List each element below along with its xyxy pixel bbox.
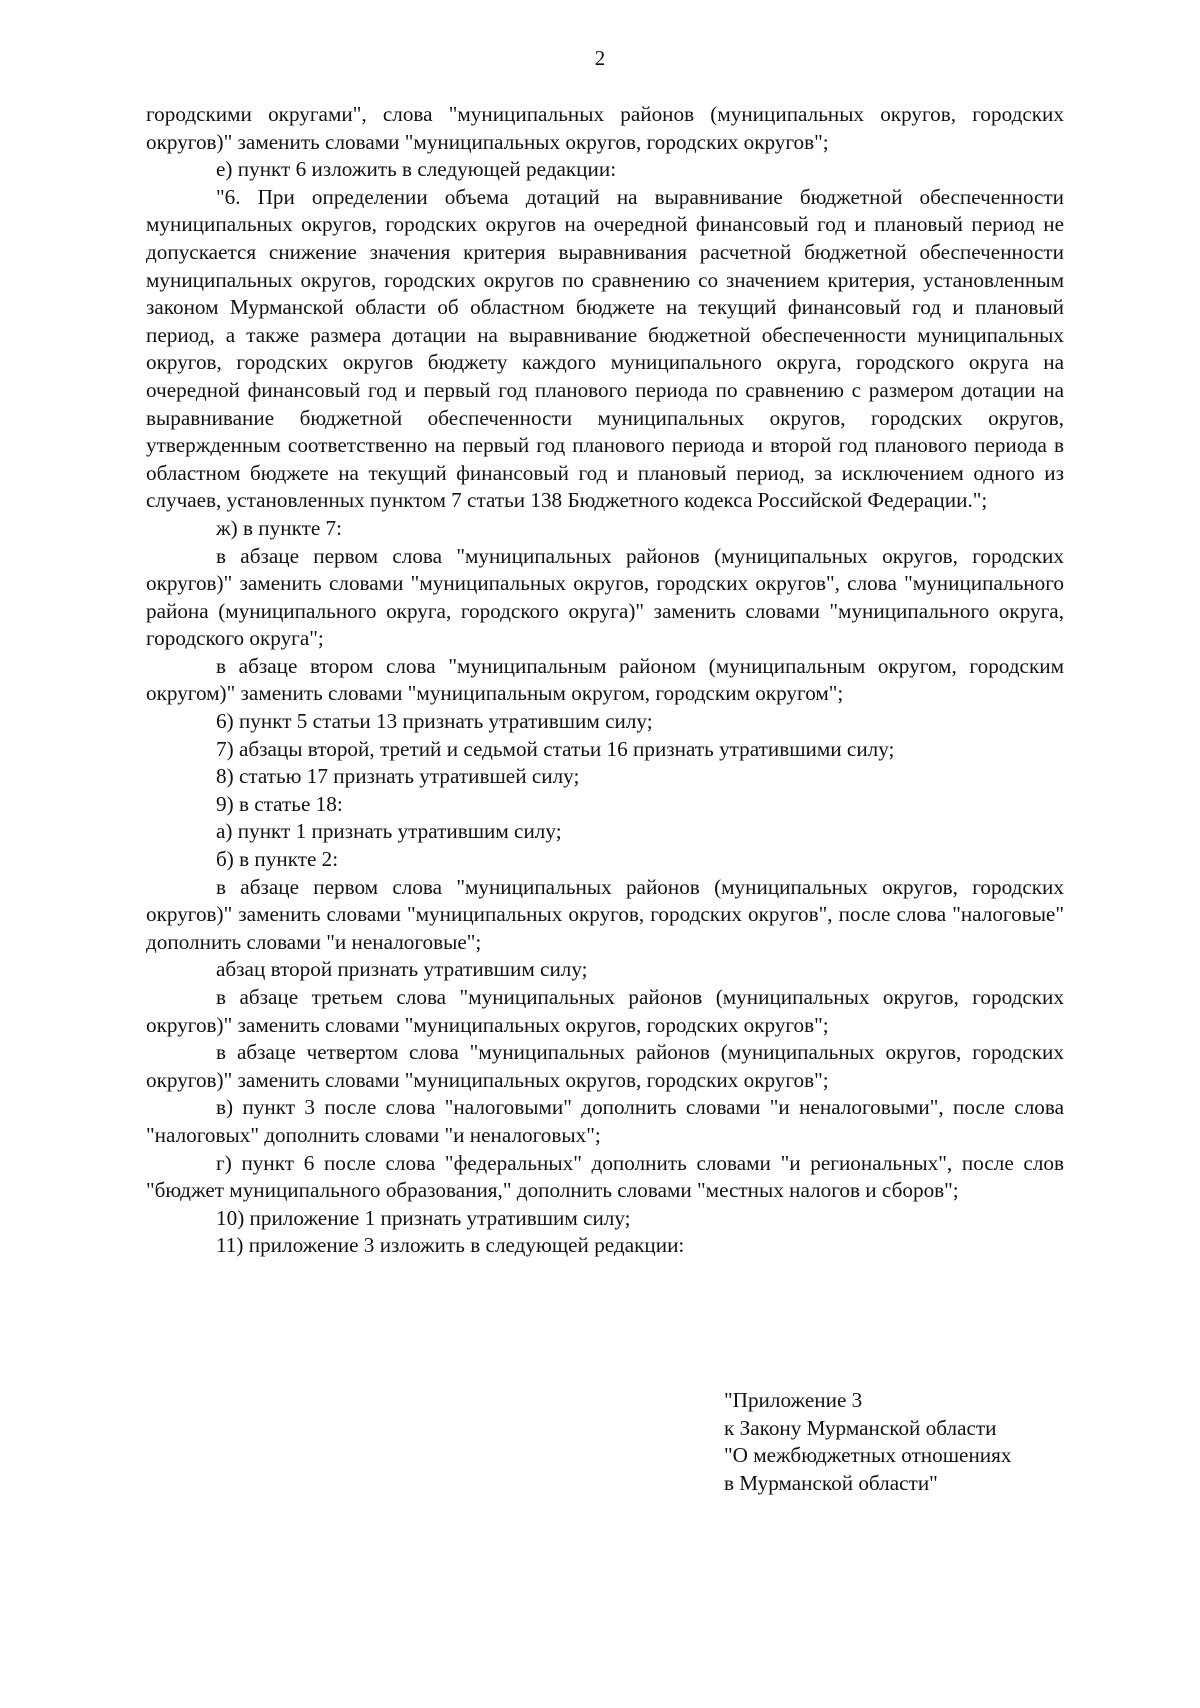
paragraph-item-6: 6) пункт 5 статьи 13 признать утратившим силу; bbox=[216, 709, 653, 734]
paragraph-second-abzats: в абзаце втором слова "муниципальным районом (муниципальным округом, городским округом)" заменить словами "муниципальным округом, городским округом"; bbox=[146, 653, 1064, 706]
paragraph-item-zh: ж) в пункте 7: bbox=[216, 515, 343, 540]
page-number: 2 bbox=[594, 46, 606, 70]
document-body bbox=[146, 101, 1064, 1260]
paragraph-continuation: городскими округами", слова "муниципальных районов (муниципальных округов, городских округов)" заменить словами "муниципальных округов, городских округов"; bbox=[146, 102, 1064, 154]
paragraph-9b-third-abzats: в абзаце третьем слова "муниципальных районов (муниципальных округов, городских округов)" заменить словами "муниципальных округов, городских округов"; bbox=[146, 985, 1064, 1037]
appendix-line-1: "Приложение 3 bbox=[724, 1388, 863, 1412]
paragraph-item-e: е) пункт 6 изложить в следующей редакции: bbox=[216, 157, 617, 182]
paragraph-point-6-text: "6. При определении объема дотаций на выравнивание бюджетной обеспеченности муниципальных округов, городских округов на очередной финансовый год и плановый период не допускается снижение значения критерия выравнивания расчетной бюджетной обеспеченности муниципальных округов, городских округов по сравнению со значением критерия, установленным законом Мурманской области об областном бюджете на текущий финансовый год и плановый период, а также размера дотации на выравнивание бюджетной обеспеченности муниципальных округов, городских округов бюджету каждого муниципального округа, городского округа на очередной финансовый год и первый год планового периода по сравнению с размером дотации на выравнивание бюджетной обеспеченности муниципальных округов, городских округов, утвержденным соответственно на первый год планового периода и второй год планового периода в областном бюджете на текущий финансовый год и плановый период, за исключением одного из случаев, установленных пунктом 7 статьи 138 Бюджетного кодекса Российской Федерации."; bbox=[146, 184, 1064, 513]
appendix-line-2: к Закону Мурманской области bbox=[724, 1415, 997, 1440]
paragraph-9b-first-abzats: в абзаце первом слова "муниципальных районов (муниципальных округов, городских округов)" заменить словами "муниципальных округов, городских округов", после слова "налоговые" дополнить словами "и неналоговые"; bbox=[146, 874, 1064, 954]
appendix-line-3: "О межбюджетных отношениях bbox=[724, 1443, 1012, 1468]
paragraph-item-10: 10) приложение 1 признать утратившим силу; bbox=[216, 1205, 631, 1230]
paragraph-item-9v: в) пункт 3 после слова "налоговыми" дополнить словами "и неналоговыми", после слова "налоговых" дополнить словами "и неналоговых"; bbox=[146, 1095, 1064, 1147]
paragraph-item-11: 11) приложение 3 изложить в следующей редакции: bbox=[216, 1233, 685, 1258]
paragraph-item-8: 8) статью 17 признать утратившей силу; bbox=[216, 764, 580, 789]
paragraph-first-abzats: в абзаце первом слова "муниципальных районов (муниципальных округов, городских округов)" заменить словами "муниципальных округов, городских округов", слова "муниципального района (муниципального округа, городского округа)" заменить словами "муниципального округа, городского округа"; bbox=[146, 543, 1064, 651]
paragraph-item-9b: б) в пункте 2: bbox=[216, 847, 339, 872]
paragraph-item-9a: а) пункт 1 признать утратившим силу; bbox=[216, 819, 562, 844]
appendix-line-4: в Мурманской области" bbox=[724, 1470, 938, 1495]
appendix-header bbox=[724, 1387, 1104, 1497]
paragraph-item-9g: г) пункт 6 после слова "федеральных" дополнить словами "и региональных", после слов "бюджет муниципального образования," дополнить словами "местных налогов и сборов"; bbox=[146, 1150, 1064, 1203]
paragraph-item-7: 7) абзацы второй, третий и седьмой статьи 16 признать утратившими силу; bbox=[216, 736, 895, 761]
paragraph-item-9: 9) в статье 18: bbox=[216, 791, 343, 816]
paragraph-9b-fourth-abzats: в абзаце четвертом слова "муниципальных районов (муниципальных округов, городских округов)" заменить словами "муниципальных округов, городских округов"; bbox=[146, 1040, 1064, 1092]
paragraph-9b-second-abzats: абзац второй признать утратившим силу; bbox=[216, 957, 588, 982]
